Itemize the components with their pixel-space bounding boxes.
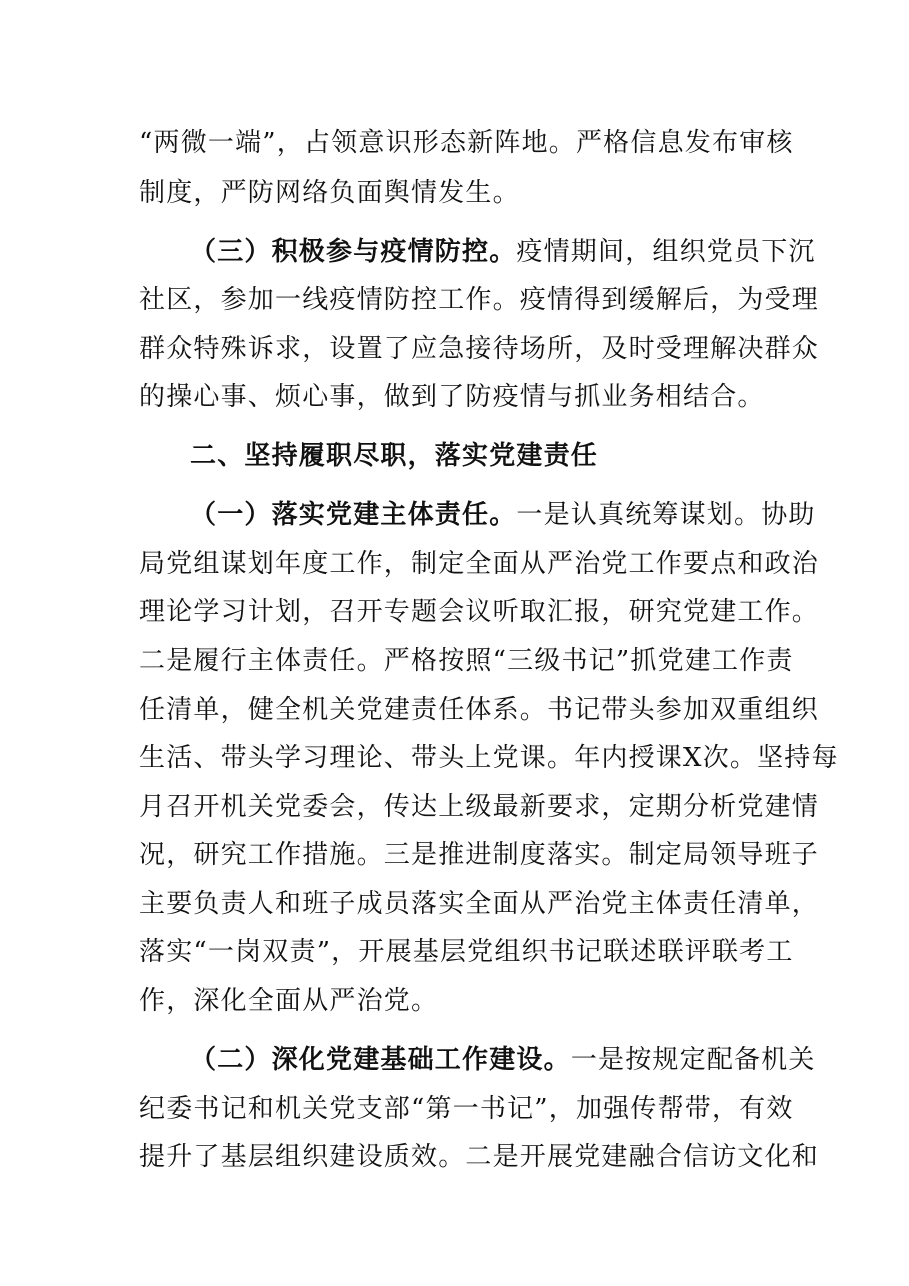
paragraph-line: 生活、带头学习理论、带头上党课。年内授课X次。坚持每: [139, 743, 839, 773]
paragraph-line: 主要负责人和班子成员落实全面从严治党主体责任清单，: [139, 889, 820, 919]
paragraph-line: 纪委书记和机关党支部“第一书记”，加强传帮带，有效: [139, 1094, 794, 1124]
paragraph-line: 况，研究工作措施。三是推进制度落实。制定局领导班子: [139, 840, 820, 870]
paragraph-first-line: [190, 495, 816, 535]
paragraph-line: 作，深化全面从严治党。: [139, 986, 439, 1016]
paragraph-line: “两微一端”，占领意识形态新阵地。严格信息发布审核: [139, 128, 794, 158]
paragraph-line: 月召开机关党委会，传达上级最新要求，定期分析党建情: [139, 792, 820, 822]
paragraph-text: 疫情期间，组织党员下沉: [516, 237, 816, 267]
paragraph-heading: （一）落实党建主体责任。: [190, 500, 517, 530]
paragraph-line: 理论学习计划，召开专题会议听取汇报，研究党建工作。: [139, 597, 820, 627]
paragraph-line: 社区，参加一线疫情防控工作。疫情得到缓解后，为受理: [139, 285, 820, 315]
section-heading: 二、坚持履职尽职，落实党建责任: [190, 441, 599, 471]
paragraph-line: 群众特殊诉求，设置了应急接待场所，及时受理解决群众: [139, 334, 820, 364]
paragraph-line: 局党组谋划年度工作，制定全面从严治党工作要点和政治: [139, 549, 820, 579]
paragraph-line: 落实“一岗双责”，开展基层党组织书记联述联评联考工: [139, 937, 794, 967]
paragraph-first-line: [190, 1040, 816, 1080]
paragraph-first-line: [190, 232, 816, 272]
paragraph-heading: （三）积极参与疫情防控。: [190, 237, 517, 267]
paragraph-line: 任清单，健全机关党建责任体系。书记带头参加双重组织: [139, 695, 820, 725]
paragraph-heading: （二）深化党建基础工作建设。: [190, 1045, 571, 1075]
paragraph-line: 的操心事、烦心事，做到了防疫情与抓业务相结合。: [139, 382, 765, 412]
paragraph-line: 二是履行主体责任。严格按照“三级书记”抓党建工作责: [139, 646, 794, 676]
paragraph-line: 提升了基层组织建设质效。二是开展党建融合信访文化和: [139, 1142, 820, 1172]
paragraph-text: 一是按规定配备机关: [570, 1045, 816, 1075]
paragraph-line: 制度，严防网络负面舆情发生。: [139, 178, 520, 208]
paragraph-text: 一是认真统筹谋划。协助: [516, 500, 816, 530]
